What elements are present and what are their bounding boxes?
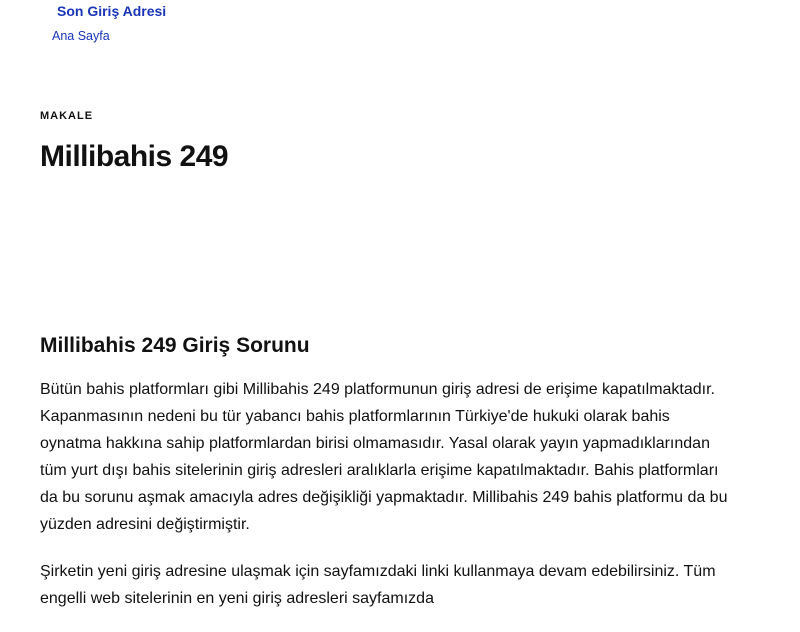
nav-link-home[interactable]: Ana Sayfa bbox=[52, 29, 110, 43]
post-category-link[interactable]: MAKALE bbox=[40, 110, 94, 122]
section-heading: Millibahis 249 Giriş Sorunu bbox=[40, 334, 310, 357]
site-header bbox=[0, 0, 800, 60]
site-title-link[interactable]: Son Giriş Adresi bbox=[57, 3, 167, 19]
paragraph: Bütün bahis platformları gibi Millibahis 249 platformunun giriş adresi de erişime kapatılmaktadır. Kapanmasının nedeni bu tür yabancı bahis platformlarının Türkiye'de hukuki olarak bahis oynatma hakkına sahip platformlardan birisi olmamasıdır. Yasal olarak yayın yapmadıklarından tüm yurt dışı bahis sitelerinin giriş adresleri aralıklarla erişime kapatılmaktadır. Bahis platformları da bu sorunu aşmak amacıyla adres değişikliği yapmaktadır. Millibahis 249 bahis platformu da bu yüzden adresini değiştirmiştir. bbox=[40, 381, 728, 533]
post-content bbox=[40, 332, 730, 632]
paragraph: Şirketin yeni giriş adresine ulaşmak için sayfamızdaki linki kullanmaya devam edebilirsiniz. Tüm engelli web sitelerinin en yeni giriş adresleri sayfamızda bbox=[40, 563, 716, 607]
post-title: Millibahis 249 bbox=[40, 140, 229, 173]
